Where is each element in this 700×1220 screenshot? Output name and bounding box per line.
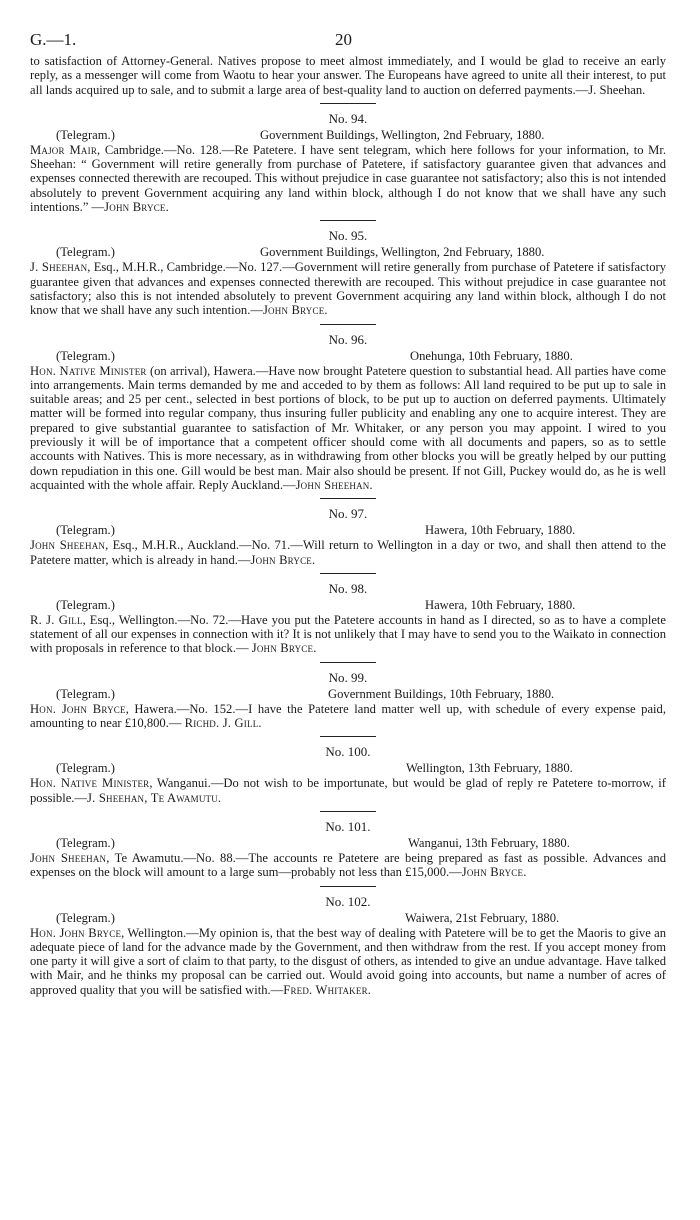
- telegram-header: [30, 761, 666, 776]
- signature: John Bryce.: [262, 303, 328, 318]
- telegram-body: [30, 851, 666, 880]
- telegram-entry: [30, 103, 666, 214]
- telegram-place-date: Hawera, 10th February, 1880.: [425, 523, 576, 538]
- telegram-number: No. 96.: [328, 331, 368, 347]
- separator-rule: [320, 498, 376, 499]
- telegram-header: [30, 245, 666, 260]
- message-text: , Wanganui.—Do not wish to be importunate, but would be glad of reply re Patetere to-morrow, if possible.—: [30, 776, 666, 805]
- separator-rule: [320, 886, 376, 887]
- separator-rule: [320, 103, 376, 104]
- telegram-body: [30, 143, 666, 214]
- message-text: , Esq., M.H.R., Cambridge.—No. 127.—Government will retire generally from purchase of Patetere if satisfactory guarantee given that advances and expenses connected therewith are recouped. This without prejudice in case guarantee not satisfactory; also this is not intended absolutely to prevent Government acquiring any land within block, although I do not know that we shall have any such intention.—: [30, 260, 666, 318]
- telegram-place-date: Onehunga, 10th February, 1880.: [410, 348, 573, 363]
- signature: John Bryce.: [461, 865, 527, 880]
- telegram-header: [30, 911, 666, 926]
- telegram-type-label: (Telegram.): [56, 761, 115, 776]
- telegram-number: No. 99.: [328, 669, 368, 685]
- message-text: , Wellington.—My opinion is, that the best way of dealing with Patetere will be to get the Maoris to give an adequate piece of land for the advance made by the Government, and then withdraw from the rest. If you accept money from one party it will give a sort of claim to that party, to the disgust of others, as intended to give an undue advantage. Have talked with Mair, and he thinks my proposal can be carried out. Would avoid going into accounts, but name a number of acres of approved quality that you will be satisfied with.—: [30, 925, 666, 997]
- telegram-place-date: Wanganui, 13th February, 1880.: [408, 835, 570, 850]
- addressee: J. Sheehan: [30, 260, 88, 275]
- telegram-type-label: (Telegram.): [56, 523, 115, 538]
- separator-rule: [320, 573, 376, 574]
- telegram-body: [30, 926, 666, 997]
- telegram-header: [30, 598, 666, 613]
- telegram-entry: [30, 498, 666, 567]
- telegram-entry: [30, 573, 666, 656]
- telegram-body: [30, 776, 666, 805]
- signature: Fred. Whitaker.: [283, 982, 372, 997]
- signature: John Bryce.: [250, 552, 316, 567]
- addressee: Hon. John Bryce: [30, 925, 122, 940]
- signature: John Sheehan.: [295, 477, 373, 492]
- telegram-number: No. 98.: [328, 580, 368, 596]
- message-text: , Hawera.—No. 152.—I have the Patetere land matter well up, with schedule of every expense paid, amounting to near £10,800.—: [30, 701, 666, 731]
- telegram-header: [30, 128, 666, 143]
- telegram-type-label: (Telegram.): [56, 245, 115, 260]
- addressee: John Sheehan: [30, 850, 107, 865]
- telegram-entry: [30, 662, 666, 731]
- telegram-body: [30, 260, 666, 317]
- opening-paragraph: to satisfaction of Attorney-General. Natives propose to meet almost immediately, and I would be glad to receive an early reply, as a messenger will come from Waotu to hear your answer. The Europeans have agreed to unite all their interest, to put all lands acquired up to sale, and to submit a large area of best-quality land to auction on deferred payments.—J. Sheehan.: [30, 54, 666, 97]
- document-page: [30, 30, 666, 997]
- telegram-body: [30, 538, 666, 567]
- telegram-type-label: (Telegram.): [56, 127, 115, 142]
- separator-rule: [320, 324, 376, 325]
- telegram-number: No. 100.: [325, 744, 371, 760]
- telegram-header: [30, 349, 666, 364]
- addressee: Hon. John Bryce: [30, 701, 126, 716]
- message-text: , Te Awamutu.—No. 88.—The accounts re Patetere are being prepared as fast as possible. Advances and expenses on the block will amount to a large sum—probably not less than £15,000.—: [30, 850, 666, 880]
- signature: John Bryce.: [251, 641, 317, 656]
- telegram-type-label: (Telegram.): [56, 597, 115, 612]
- separator-rule: [320, 220, 376, 221]
- telegram-type-label: (Telegram.): [56, 910, 115, 925]
- message-text: , Cambridge.—No. 128.—Re Patetere. I have sent telegram, which here follows for your information, to Mr. Sheehan: “ Government will retire generally from purchase of Patetere, if satisfactory guarantee given that advances and expenses connected therewith are recouped. This without prejudice in case guarantee not satisfactory; also this is not intended absolutely to prevent Government acquiring any land within block, although I do not know that we shall have any such intentions.” —: [30, 142, 666, 215]
- telegram-place-date: Government Buildings, Wellington, 2nd February, 1880.: [260, 127, 545, 142]
- running-header: [30, 30, 666, 54]
- telegram-body: [30, 702, 666, 731]
- telegram-entry: [30, 886, 666, 997]
- telegram-number: No. 94.: [328, 110, 368, 126]
- addressee: Major Mair: [30, 142, 98, 157]
- telegram-number: No. 97.: [328, 506, 368, 522]
- addressee: Hon. Native Minister: [30, 363, 147, 378]
- telegram-place-date: Government Buildings, Wellington, 2nd February, 1880.: [260, 245, 545, 260]
- telegram-type-label: (Telegram.): [56, 348, 115, 363]
- telegram-number: No. 95.: [328, 228, 368, 244]
- separator-rule: [320, 662, 376, 663]
- addressee: John Sheehan: [30, 538, 106, 553]
- paper-code: G.—1.: [30, 30, 77, 49]
- telegram-list: [30, 103, 666, 997]
- signature: John Bryce.: [104, 200, 169, 215]
- telegram-place-date: Hawera, 10th February, 1880.: [425, 597, 576, 612]
- addressee: R. J. Gill: [30, 612, 83, 627]
- telegram-entry: [30, 811, 666, 880]
- message-text: (on arrival), Hawera.—Have now brought Patetere question to substantial head. All parties have come into arrangements. Main terms demanded by me and acceded to by them as follows: All land required to be put up to sale in suitable areas; and 25 per cent., selected in best portions of block, to be put up to auction on deferred payments. Ultimately matter will be formed into regular company, thus insuring fuller publicity and enabling any one to acquire interest. They are prepared to give substantial guarantee to satisfaction of Mr. Whitaker, or any person you may appoint. I wired to you previously it will be of importance that a competent officer should come with all documents and papers, so as to settle accounts with Natives. This is more necessary, as in withdrawing from other blocks you will be greatly helped by our putting down repudiation in this one. Gill would be best man. Mair also should be present. If not Gill, Puckey would do, as he is well acquainted with the whole affair. Reply Auckland.—: [30, 363, 667, 492]
- telegram-number: No. 102.: [325, 893, 371, 909]
- message-text: , Esq., M.H.R., Auckland.—No. 71.—Will return to Wellington in a day or two, and shall then attend to the Patetere matter, which is already in hand.—: [30, 538, 666, 567]
- telegram-type-label: (Telegram.): [56, 835, 115, 850]
- telegram-header: [30, 836, 666, 851]
- telegram-place-date: Waiwera, 21st February, 1880.: [405, 910, 560, 925]
- message-text: , Esq., Wellington.—No. 72.—Have you put the Patetere accounts in hand as I directed, so as to have a complete statement of all our expenses in connection with it? It is not unlikely that I may have to send you to the Waikato in connection with proposals in reference to that block.—: [30, 612, 667, 656]
- separator-rule: [320, 811, 376, 812]
- telegram-header: [30, 687, 666, 702]
- telegram-body: [30, 364, 666, 493]
- signature: Richd. J. Gill.: [184, 716, 262, 731]
- signature: J. Sheehan, Te Awamutu.: [87, 790, 222, 805]
- telegram-place-date: Government Buildings, 10th February, 1880.: [328, 686, 555, 701]
- separator-rule: [320, 736, 376, 737]
- page-number: 20: [335, 30, 352, 49]
- telegram-entry: [30, 324, 666, 493]
- telegram-entry: [30, 736, 666, 805]
- telegram-place-date: Wellington, 13th February, 1880.: [406, 761, 573, 776]
- telegram-header: [30, 523, 666, 538]
- telegram-entry: [30, 220, 666, 317]
- addressee: Hon. Native Minister: [30, 776, 150, 791]
- telegram-number: No. 101.: [325, 818, 371, 834]
- telegram-body: [30, 613, 666, 656]
- telegram-type-label: (Telegram.): [56, 686, 115, 701]
